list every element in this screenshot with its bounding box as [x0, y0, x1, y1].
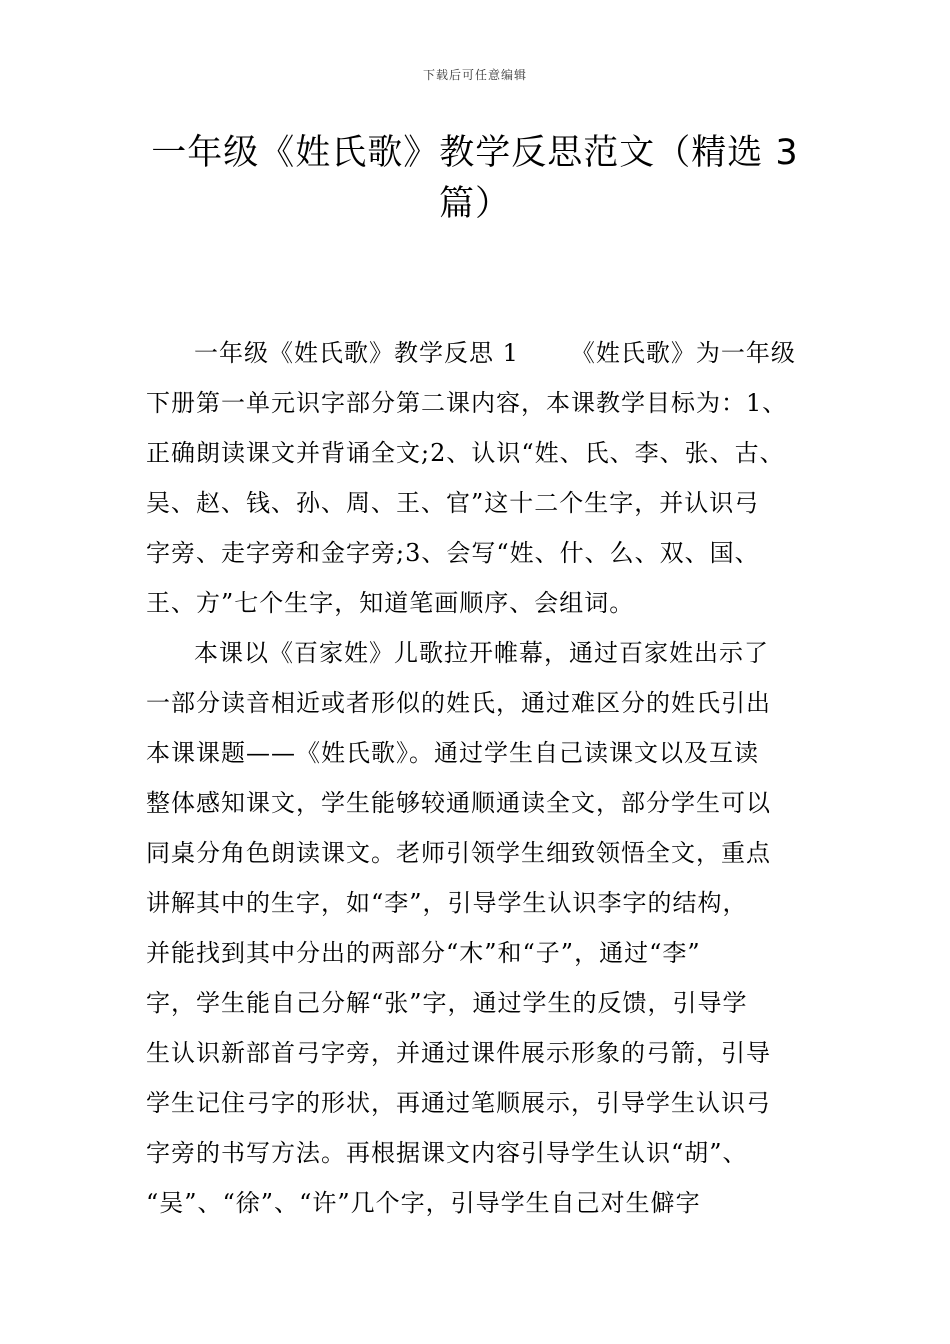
paragraph-line: 王、方”七个生字，知道笔画顺序、会组词。 [146, 589, 635, 617]
title-line-1: 一年级《姓氏歌》教学反思范文（精选 3 [151, 133, 799, 173]
paragraph-line: 字，学生能自己分解“张”字，通过学生的反馈，引导学 [146, 989, 748, 1017]
document-title [120, 128, 830, 230]
header-note: 下载后可任意编辑 [422, 68, 527, 82]
paragraph-line: 整体感知课文，学生能够较通顺通读全文，部分学生可以 [146, 789, 771, 817]
document-body [146, 328, 826, 1228]
paragraph-line: 正确朗读课文并背诵全文;2、认识“姓、氏、李、张、古、 [146, 439, 785, 467]
paragraph-1-line-1-text: 《姓氏歌》为一年级 [570, 339, 796, 367]
paragraph-line: 生认识新部首弓字旁，并通过课件展示形象的弓箭，引导 [146, 1039, 771, 1067]
paragraph-line: 字旁的书写方法。再根据课文内容引导学生认识“胡”、 [146, 1139, 748, 1167]
paragraph-line: 并能找到其中分出的两部分“木”和“子”，通过“李” [146, 939, 701, 967]
paragraph-line: “吴”、“徐”、“许”几个字，引导学生自己对生僻字 [146, 1189, 701, 1217]
title-line-2: 篇） [438, 184, 511, 224]
paragraph-1-line-1 [146, 328, 826, 378]
paragraph-line: 同桌分角色朗读课文。老师引领学生细致领悟全文，重点 [146, 839, 771, 867]
paragraph-1 [146, 328, 826, 628]
paragraph-line: 本课以《百家姓》儿歌拉开帷幕，通过百家姓出示了 [194, 639, 769, 667]
section-heading: 一年级《姓氏歌》教学反思 1 [194, 339, 519, 367]
paragraph-line: 字旁、走字旁和金字旁;3、会写“姓、什、么、双、国、 [146, 539, 760, 567]
paragraph-line: 讲解其中的生字，如“李”，引导学生认识李字的结构， [146, 889, 748, 917]
paragraph-line: 吴、赵、钱、孙、周、王、官”这十二个生字，并认识弓 [146, 489, 760, 517]
paragraph-line: 下册第一单元识字部分第二课内容，本课教学目标为：1、 [146, 389, 788, 417]
paragraph-line: 本课课题——《姓氏歌》。通过学生自己读课文以及互读 [146, 739, 759, 767]
paragraph-line: 学生记住弓字的形状，再通过笔顺展示，引导学生认识弓 [146, 1089, 771, 1117]
paragraph-2 [146, 628, 826, 1228]
paragraph-line: 一部分读音相近或者形似的姓氏，通过难区分的姓氏引出 [146, 689, 771, 717]
